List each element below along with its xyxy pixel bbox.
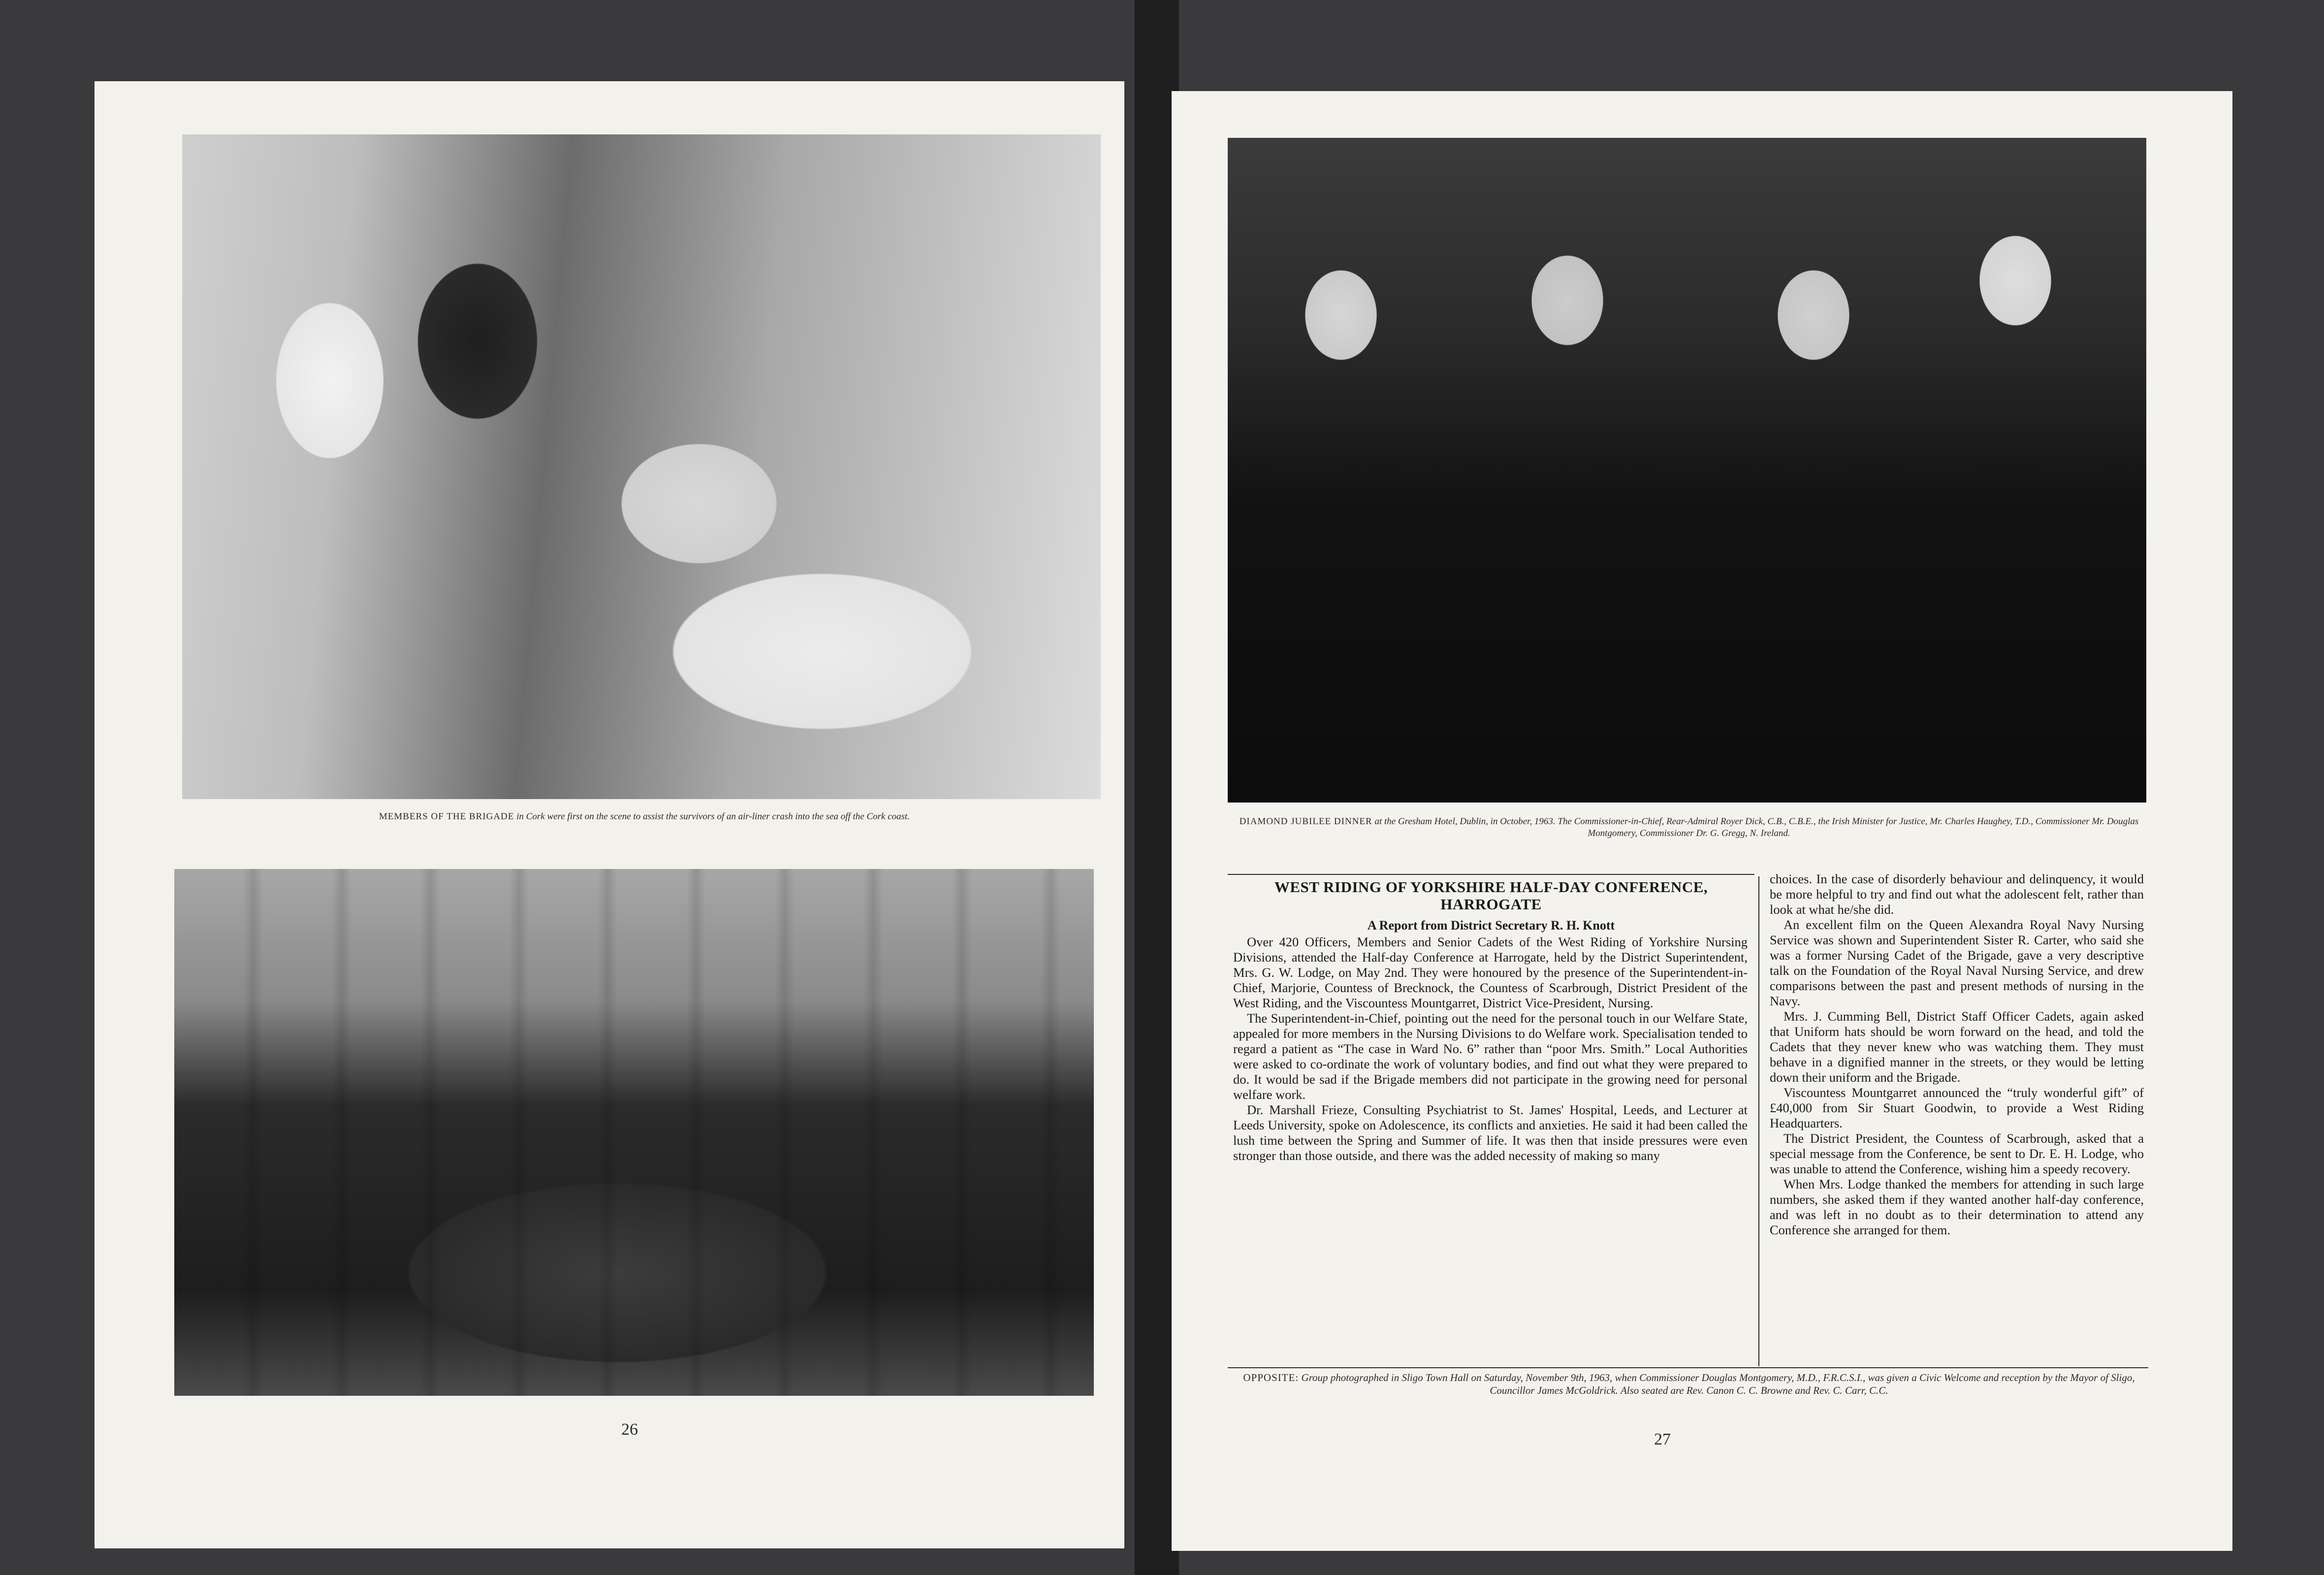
sligo-group-photo <box>174 869 1094 1396</box>
page-number-right: 27 <box>1654 1430 1671 1448</box>
dublin-caption-lead: DIAMOND JUBILEE DINNER <box>1239 816 1372 827</box>
cork-rescue-photo <box>182 134 1101 799</box>
article-title: WEST RIDING OF YORKSHIRE HALF-DAY CONFERENCE, HARROGATE <box>1274 878 1708 913</box>
article-paragraph: An excellent film on the Queen Alexandra Royal Navy Nursing Service was shown and Superintendent Sister R. Carter, who said she was a former Nursing Cadet of the Brigade, gave a very descriptive talk on the Foundation of the Royal Naval Nursing Service, and drew comparisons between the past and present methods of nursing in the Navy. <box>1770 917 2144 1008</box>
sligo-caption-lead: OPPOSITE: <box>1243 1372 1299 1383</box>
cork-caption-text: in Cork were first on the scene to assist the survivors of an air-liner crash into the sea off the Cork coast. <box>514 811 910 822</box>
dublin-caption-text: at the Gresham Hotel, Dublin, in October, 1963. The Commissioner-in-Chief, Rear-Admiral Royer Dick, C.B., C.B.E., the Irish Minister for Justice, Mr. Charles Haughey, T.D., Commissioner Mr. Douglas Montgomery, Commissioner Dr. G. Gregg, N. Ireland. <box>1372 816 2139 838</box>
article-paragraph: Viscountess Mountgarret announced the “truly wonderful gift” of £40,000 from Sir Stuart Goodwin, to provide a West Riding Headquarters. <box>1770 1085 2144 1130</box>
article-paragraph: Mrs. J. Cumming Bell, District Staff Officer Cadets, again asked that Uniform hats should be worn forward on the head, and told the Cadets that they never knew who was watching them. They must behave in a dignified manner in the streets, or they would be letting down their uniform and the Brigade. <box>1770 1009 2144 1085</box>
article-bottom-rule <box>1228 1367 2148 1368</box>
left-page <box>95 81 1124 1548</box>
article-paragraph: The District President, the Countess of Scarbrough, asked that a special message from the Conference, be sent to Dr. E. H. Lodge, who was unable to attend the Conference, wishing him a speedy recovery. <box>1770 1131 2144 1176</box>
sligo-photo-caption <box>1231 1371 2147 1397</box>
cork-photo-caption <box>189 811 1100 823</box>
article-paragraph: The Superintendent-in-Chief, pointing out the need for the personal touch in our Welfare State, appealed for more members in the Nursing Divisions to do Welfare work. Specialisation tended to regard a patient as “The case in Ward No. 6” rather than “poor Mrs. Smith.” Local Authorities were asked to co-ordinate the work of voluntary bodies, and find out what they were prepared to do. It would be sad if the Brigade members did not participate in the growing need for personal welfare work. <box>1233 1011 1748 1102</box>
article-paragraph: Dr. Marshall Frieze, Consulting Psychiatrist to St. James' Hospital, Leeds, and Lecturer at Leeds University, spoke on Adolescence, its conflicts and anxieties. He said it had been called the lush time between the Spring and Summer of life. It was then that inside pressures were even stronger than those outside, and there was the added necessity of making so many <box>1233 1102 1748 1163</box>
article-paragraph-continued: choices. In the case of disorderly behaviour and delinquency, it would be more helpful to try and find out what the adolescent felt, rather than look at what he/she did. <box>1770 871 2144 917</box>
cork-caption-lead: MEMBERS OF THE BRIGADE <box>379 811 514 822</box>
page-number-left: 26 <box>621 1420 638 1439</box>
dublin-photo-caption <box>1231 816 2147 839</box>
article-top-rule <box>1228 874 1754 875</box>
sligo-caption-text: Group photographed in Sligo Town Hall on Saturday, November 9th, 1963, when Commissioner Douglas Montgomery, M.D., F.R.C.S.I., was given a Civic Welcome and reception by the Mayor of Sligo, Councillor James McGoldrick. Also seated are Rev. Canon C. C. Browne and Rev. C. Carr, C.C. <box>1299 1372 2135 1397</box>
article-paragraph: Over 420 Officers, Members and Senior Cadets of the West Riding of Yorkshire Nursing Divisions, attended the Half-day Conference at Harrogate, held by the District Superintendent, Mrs. G. W. Lodge, on May 2nd. They were honoured by the presence of the Superintendent-in-Chief, Marjorie, Countess of Brecknock, the Countess of Scarbrough, District President of the West Riding, and the Viscountess Mountgarret, District Vice-President, Nursing. <box>1233 934 1748 1010</box>
right-page <box>1172 91 2232 1551</box>
article-byline: A Report from District Secretary R. H. Knott <box>1367 918 1615 932</box>
article-column-left <box>1233 934 1748 1163</box>
article-column-right <box>1770 871 2144 1238</box>
column-divider <box>1758 876 1759 1366</box>
article-paragraph: When Mrs. Lodge thanked the members for attending in such large numbers, she asked them if they wanted another half-day conference, and was left in no doubt as to their determination to attend any Conference she arranged for them. <box>1770 1177 2144 1237</box>
dublin-dinner-photo <box>1228 138 2146 803</box>
